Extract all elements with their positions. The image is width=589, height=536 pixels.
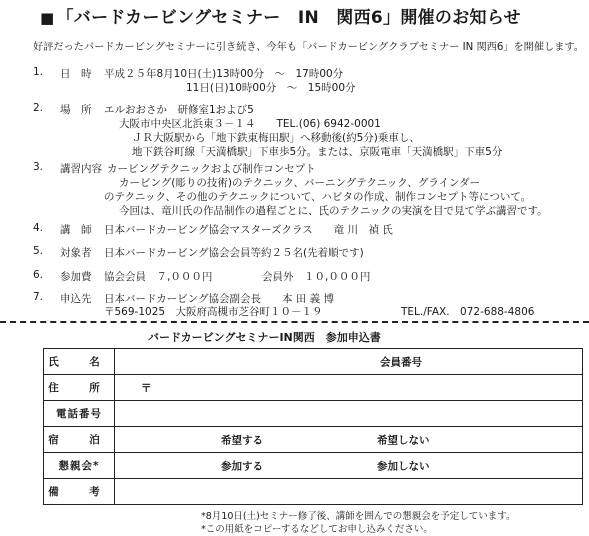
note-copy: *この用紙をコピーするなどしてお申し込みください。 (201, 524, 433, 535)
title-square-mark: ■ (40, 9, 55, 27)
party-field (115, 453, 583, 479)
item-value-target: 日本バードカービング協会会員等約２５名(先着順です) (104, 247, 364, 259)
item-number-7: 7. (33, 291, 44, 303)
item-number-4: 4. (33, 222, 44, 234)
address-label: 住 所 (44, 375, 115, 401)
item-value-datetime-1: 平成２５年8月10日(土)13時00分 ～ 17時00分 (104, 68, 344, 80)
form-row-phone (44, 401, 583, 427)
item-label-datetime: 日 時 (60, 68, 92, 80)
lodging-yes-option[interactable]: 希望する (221, 434, 263, 446)
item-label-apply: 申込先 (60, 293, 92, 305)
lodging-field (115, 427, 583, 453)
party-decline-option[interactable]: 参加しない (377, 460, 430, 472)
item-value-venue-3: ＪＲ大阪駅から「地下鉄東梅田駅」へ移動後(約5分)乗車し、 (132, 132, 420, 144)
item-label-target: 対象者 (60, 247, 92, 259)
form-row-remarks (44, 479, 583, 505)
item-label-lecturer: 講 師 (60, 224, 92, 236)
lodging-label: 宿 泊 (44, 427, 115, 453)
title-text: 「バードカービングセミナー IN 関西6」開催のお知らせ (56, 8, 521, 28)
form-title: バードカービングセミナーIN関西 参加申込書 (148, 331, 381, 344)
form-row-address (44, 375, 583, 401)
address-field[interactable] (115, 375, 583, 401)
item-value-content-3: のテクニック、その他のテクニックについて、ハビタの作成、制作コンセプト等について。 (104, 191, 532, 203)
cut-line (0, 321, 589, 323)
item-value-lecturer: 日本バードカービング協会マスターズクラス 竜 川 禎 氏 (104, 224, 393, 236)
phone-field[interactable] (115, 401, 583, 427)
postal-mark: 〒 (141, 382, 152, 394)
item-label-content: 講習内容 (60, 163, 102, 175)
item-number-2: 2. (33, 102, 44, 114)
remarks-field[interactable] (115, 479, 583, 505)
item-value-apply-2: 〒569-1025 大阪府高槻市芝谷町１０－１９ (104, 306, 323, 318)
item-label-fee: 参加費 (60, 271, 92, 283)
note-party: *8月10日(土)セミナー修了後、講師を囲んでの懇親会を予定しています。 (201, 511, 516, 522)
page-title (40, 3, 521, 28)
remarks-label: 備 考 (44, 479, 115, 505)
item-value-apply-1: 日本バードカービング協会副会長 本 田 義 博 (104, 293, 334, 305)
application-form (43, 348, 583, 505)
name-label: 氏 名 (44, 349, 115, 375)
item-value-datetime-2: 11日(日)10時00分 ～ 15時00分 (186, 82, 356, 94)
item-number-1: 1. (33, 66, 44, 78)
form-row-name (44, 349, 583, 375)
item-value-content-2: カービング(彫りの技術)のテクニック、バーニングテクニック、グラインダー (119, 177, 481, 189)
party-label: 懇親会* (44, 453, 115, 479)
item-number-5: 5. (33, 245, 44, 257)
form-row-party (44, 453, 583, 479)
item-value-venue-1: エルおおさか 研修室1および5 (104, 104, 254, 116)
item-value-venue-4: 地下鉄谷町線「天満橋駅」下車歩5分。または、京阪電車「天満橋駅」下車5分 (132, 146, 503, 158)
party-attend-option[interactable]: 参加する (221, 460, 263, 472)
item-value-content-1: カービングテクニックおよび制作コンセプト (107, 163, 316, 175)
item-value-content-4: 今回は、竜川氏の作品制作の過程ごとに、氏のテクニックの実演を目で見て学ぶ講習です。 (119, 205, 548, 217)
form-row-lodging (44, 427, 583, 453)
lodging-no-option[interactable]: 希望しない (377, 434, 430, 446)
intro-text: 好評だったバードカービングセミナーに引き続き、今年も「バードカービングクラブセミナー IN 関西6」を開催します。 (33, 42, 584, 53)
phone-label: 電話番号 (44, 401, 115, 427)
name-field[interactable] (115, 349, 583, 375)
item-value-fee-member: 協会会員 ７,０００円 (104, 271, 213, 283)
item-value-venue-2: 大阪市中央区北浜東３－１４ TEL.(06) 6942-0001 (119, 118, 381, 130)
item-number-3: 3. (33, 161, 44, 173)
item-value-fee-nonmember: 会員外 １０,０００円 (262, 271, 371, 283)
item-number-6: 6. (33, 269, 44, 281)
member-number-label: 会員番号 (380, 356, 422, 368)
item-label-venue: 場 所 (60, 104, 92, 116)
item-value-apply-3: TEL./FAX. 072-688-4806 (401, 306, 535, 318)
